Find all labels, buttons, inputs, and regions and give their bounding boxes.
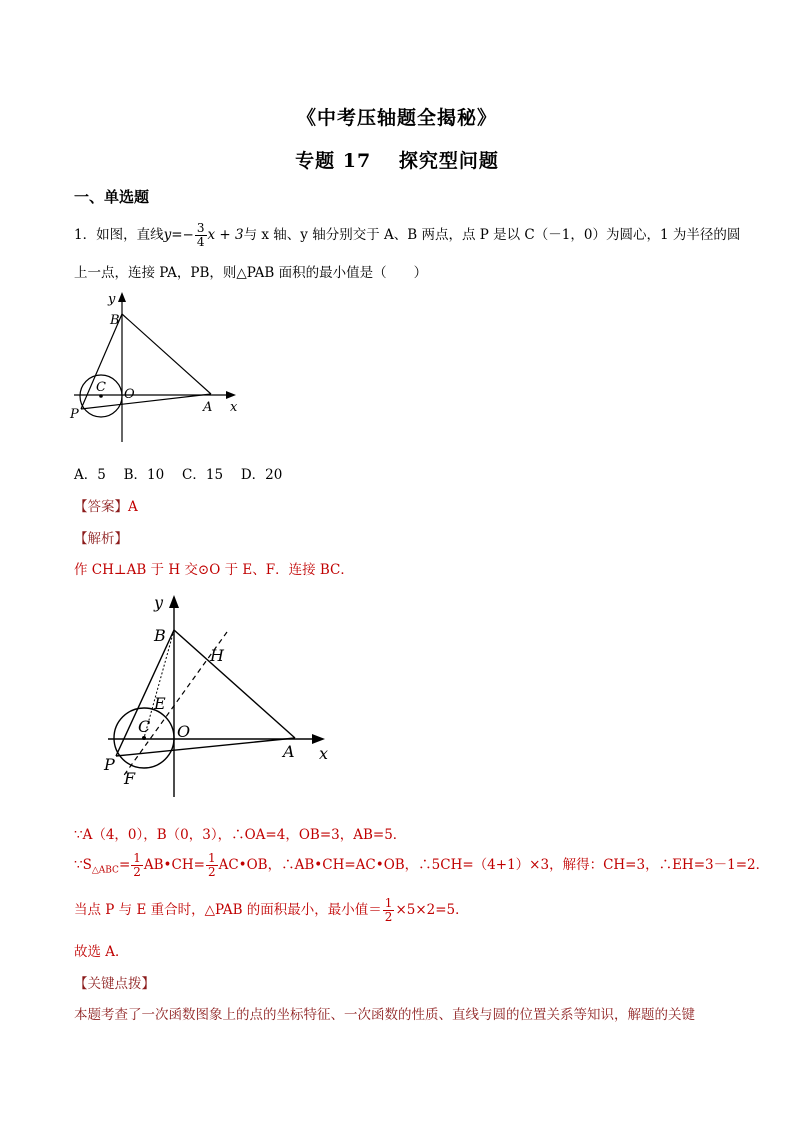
question-line-1 bbox=[74, 222, 740, 249]
figure-2 bbox=[100, 592, 340, 802]
fig2-label-x: x bbox=[319, 744, 329, 763]
fig1-y-arrow-icon bbox=[118, 292, 126, 302]
fig2-label-e: E bbox=[154, 694, 166, 713]
analysis-step-1: 作 CH⊥AB 于 H 交⊙O 于 E、F．连接 BC． bbox=[74, 562, 354, 578]
solution-line-2-part-2: AC•OB，∴AB•CH=AC•OB，∴5CH=（4+1）×3，解得：CH=3，∴EH=3－1=2． bbox=[218, 857, 770, 873]
half-denominator-2: 2 bbox=[207, 865, 216, 879]
question-text-before: 如图，直线 bbox=[96, 227, 164, 243]
solution-line-4: 故选 A． bbox=[74, 944, 129, 960]
fig2-label-f: F bbox=[124, 769, 136, 788]
fig2-y-arrow-icon bbox=[169, 595, 179, 608]
answer-label: 【答案】 bbox=[74, 499, 128, 515]
fig2-label-y: y bbox=[154, 593, 164, 612]
fig1-label-o: O bbox=[124, 387, 135, 402]
options: A．5 B．10 C．15 D．20 bbox=[74, 467, 283, 483]
equation-eq: =− bbox=[171, 227, 194, 243]
answer-value: A bbox=[128, 499, 138, 515]
area-subscript: △ABC bbox=[91, 865, 119, 876]
figure-1 bbox=[68, 290, 248, 450]
fig2-line-pa bbox=[116, 738, 295, 756]
solution-line-3-part-2: ×5×2=5． bbox=[395, 902, 469, 918]
fig2-label-b: B bbox=[154, 626, 166, 645]
area-equals: = bbox=[118, 857, 131, 873]
half-denominator-3: 2 bbox=[384, 910, 393, 924]
solution-line-3 bbox=[74, 897, 469, 924]
half-fraction-1 bbox=[131, 852, 143, 879]
fig1-label-x: x bbox=[230, 400, 238, 415]
half-fraction-3 bbox=[383, 897, 395, 924]
fig1-x-arrow-icon bbox=[226, 391, 236, 399]
half-denominator-1: 2 bbox=[133, 865, 141, 879]
fig1-label-y: y bbox=[108, 292, 116, 307]
fig2-x-arrow-icon bbox=[312, 734, 325, 744]
half-numerator-2: 1 bbox=[207, 851, 216, 865]
fig2-line-ab bbox=[174, 630, 295, 738]
book-title: 《中考压轴题全揭秘》 bbox=[296, 107, 497, 129]
fraction-denominator: 4 bbox=[196, 235, 205, 249]
tips-text: 本题考查了一次函数图象上的点的坐标特征、一次函数的性质、直线与圆的位置关系等知识，解题的关键 bbox=[74, 1007, 695, 1023]
section-heading: 一、单选题 bbox=[74, 188, 150, 206]
solution-line-2 bbox=[74, 852, 769, 879]
tips-label: 【关键点拨】 bbox=[74, 976, 155, 992]
fig2-label-o: O bbox=[177, 722, 191, 741]
half-fraction-2 bbox=[206, 852, 218, 879]
solution-line-1: ∵A（4，0），B（0，3），∴OA=4，OB=3，AB=5． bbox=[74, 827, 407, 843]
fig1-label-b: B bbox=[110, 313, 120, 328]
half-numerator-1: 1 bbox=[133, 851, 141, 865]
fig1-label-p: P bbox=[70, 407, 79, 422]
fig2-label-a: A bbox=[283, 742, 295, 761]
question-text-after: 与 x 轴、y 轴分别交于 A、B 两点，点 P 是以 C（－1，0）为圆心，1 为半径的圆 bbox=[243, 227, 741, 243]
equation-y: y bbox=[163, 227, 172, 243]
fig1-label-a: A bbox=[203, 400, 213, 415]
analysis-label: 【解析】 bbox=[74, 531, 128, 547]
solution-line-2-part-1: AB•CH= bbox=[143, 857, 205, 873]
answer-line bbox=[74, 495, 138, 515]
fraction-numerator: 3 bbox=[196, 221, 205, 235]
fig1-label-c: C bbox=[96, 380, 106, 395]
area-symbol: ∵S bbox=[74, 857, 92, 873]
fig1-line-ab bbox=[122, 314, 211, 394]
question-number: 1． bbox=[74, 227, 97, 243]
fig2-label-c: C bbox=[138, 717, 151, 736]
half-numerator-3: 1 bbox=[384, 896, 393, 910]
equation-fraction bbox=[195, 222, 207, 249]
solution-line-3-part-1: 当点 P 与 E 重合时，△PAB 的面积最小，最小值＝ bbox=[74, 902, 382, 918]
fig2-label-p: P bbox=[104, 755, 115, 774]
topic-title: 专题 17 探究型问题 bbox=[295, 150, 499, 172]
fig2-label-h: H bbox=[210, 646, 224, 665]
equation-tail: x + 3 bbox=[207, 227, 244, 243]
question-line-2: 上一点，连接 PA，PB，则△PAB 面积的最小值是（ ） bbox=[74, 265, 428, 281]
